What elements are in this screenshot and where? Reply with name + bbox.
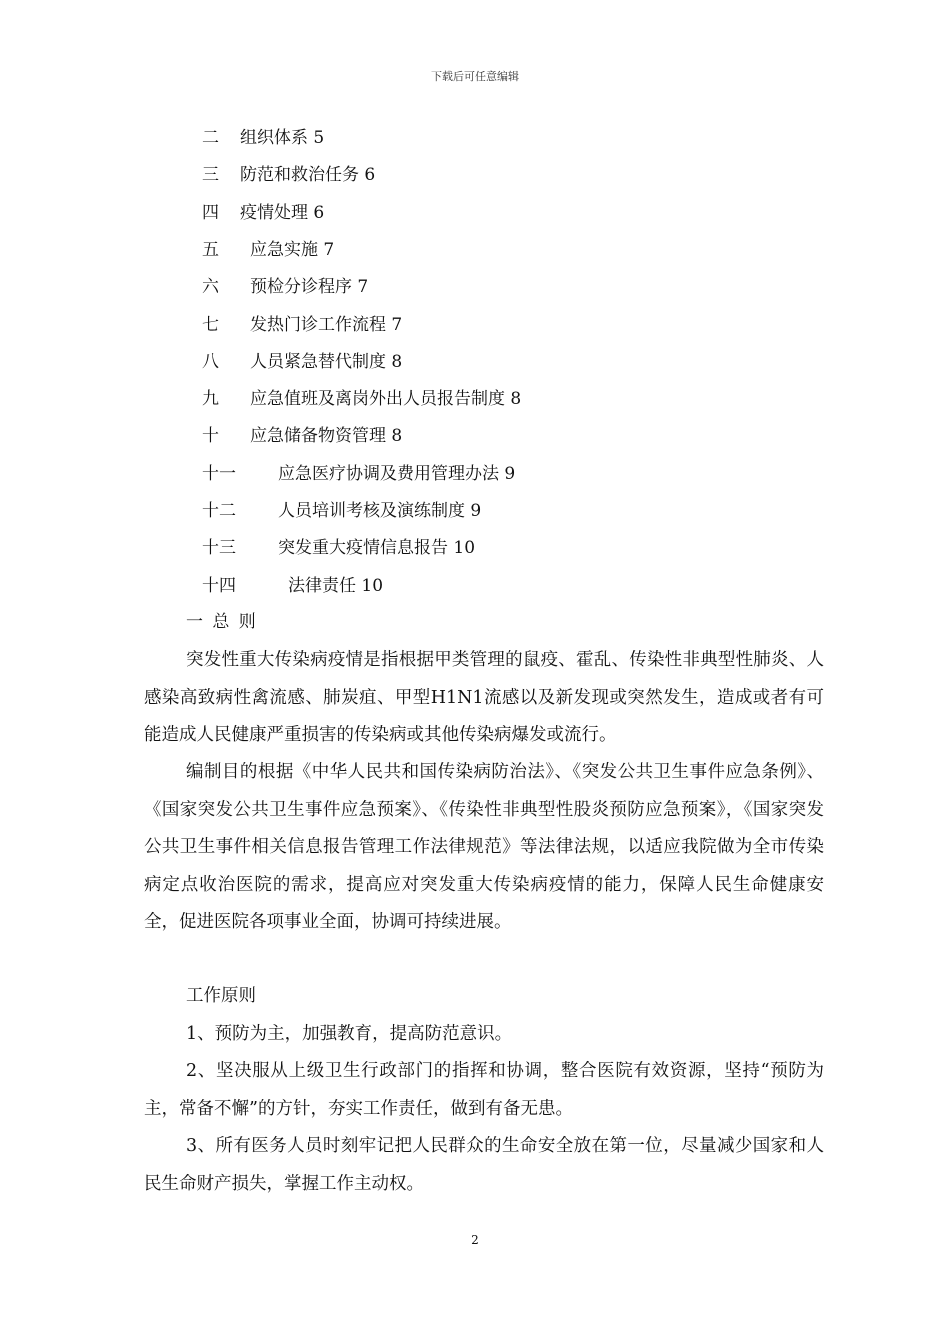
body-text <box>144 978 824 1203</box>
paragraph: 突发性重大传染病疫情是指根据甲类管理的鼠疫、霍乱、传染性非典型性肺炎、人感染高致病性禽流感、肺炭疽、甲型H1N1流感以及新发现或突然发生，造成或者有可能造成人民健康严重损害的传染病或其他传染病爆发或流行。 <box>144 650 824 745</box>
paragraph: 1、预防为主，加强教育，提高防范意识。 <box>186 1023 513 1044</box>
toc-item-number: 十二 <box>202 501 236 521</box>
toc-item-title: 发热门诊工作流程 7 <box>250 314 403 335</box>
body-text <box>144 642 824 755</box>
toc-item-title: 预检分诊程序 7 <box>250 277 369 298</box>
page-number: 2 <box>471 1233 479 1247</box>
body-text <box>144 754 824 942</box>
toc-item-title: 应急实施 7 <box>250 239 335 260</box>
section-heading: 一 总 则 <box>186 612 258 632</box>
toc-item-title: 应急医疗协调及费用管理办法 9 <box>278 463 516 484</box>
toc-item-number: 九 <box>202 389 219 410</box>
toc-item-title: 应急储备物资管理 8 <box>250 426 403 447</box>
toc-item-number: 十三 <box>202 538 236 559</box>
toc-item-title: 突发重大疫情信息报告 10 <box>278 538 476 559</box>
toc-item-title: 疫情处理 6 <box>240 202 325 223</box>
paragraph: 2、坚决服从上级卫生行政部门的指挥和协调，整合医院有效资源，坚持“预防为主，常备不懈”的方针，夯实工作责任，做到有备无患。 <box>144 1061 824 1119</box>
toc-item-number: 七 <box>202 314 219 335</box>
toc-item-title: 人员培训考核及演练制度 9 <box>278 501 482 521</box>
toc-item-number: 三 <box>202 165 219 186</box>
toc-item-title: 组织体系 5 <box>240 128 325 148</box>
paragraph: 编制目的根据《中华人民共和国传染病防治法》、《突发公共卫生事件应急条例》、《国家突发公共卫生事件应急预案》、《传染性非典型性股炎预防应急预案》，《国家突发公共卫生事件相关信息报告管理工作法律规范》等法律法规，以适应我院做为全市传染病定点收治医院的需求，提高应对突发重大传染病疫情的能力，保障人民生命健康安全，促进医院各项事业全面，协调可持续进展。 <box>144 762 824 932</box>
toc-item-number: 八 <box>202 351 219 372</box>
paragraph: 3、所有医务人员时刻牢记把人民群众的生命安全放在第一位，尽量减少国家和人民生命财产损失，掌握工作主动权。 <box>144 1136 824 1194</box>
toc-item-number: 四 <box>202 202 219 223</box>
toc-item-number: 五 <box>202 239 219 260</box>
toc-item-number: 十四 <box>202 575 236 596</box>
toc-item-number: 二 <box>202 128 219 148</box>
toc-item-title: 人员紧急替代制度 8 <box>250 351 403 372</box>
page-header: 下载后可任意编辑 <box>431 70 519 83</box>
toc-item-title: 法律责任 10 <box>288 575 384 596</box>
toc-item-title: 防范和救治任务 6 <box>240 165 376 186</box>
toc-item-title: 应急值班及离岗外出人员报告制度 8 <box>250 389 522 410</box>
toc-item-number: 十 <box>202 426 219 447</box>
toc-item-number: 十一 <box>202 463 236 484</box>
subsection-heading: 工作原则 <box>186 986 256 1006</box>
toc-item-number: 六 <box>202 277 219 298</box>
